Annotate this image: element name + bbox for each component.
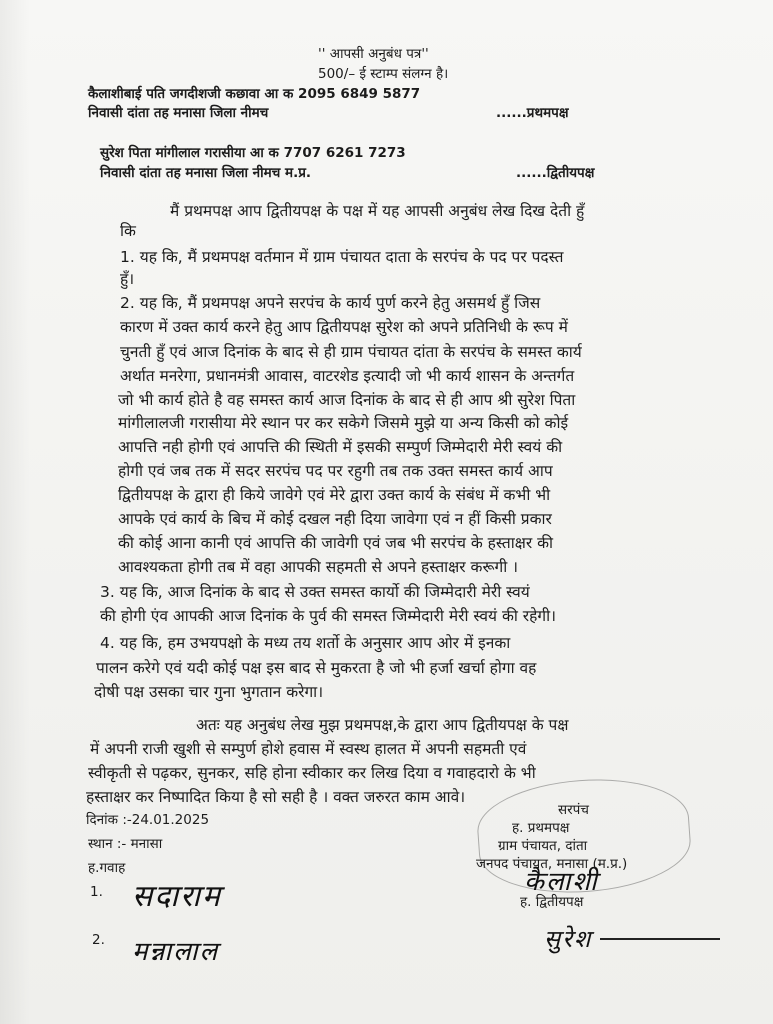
document-title: '' आपसी अनुबंध पत्र'' — [318, 46, 429, 62]
body-line: आवश्यकता होगी तब में वहा आपकी सहमती से अपने हस्ताक्षर करूगी । — [118, 558, 519, 576]
second-party-line: सुरेश पिता मांगीलाल गरासीया आ क 7707 6261 7273 — [100, 145, 406, 161]
body-line: 3. यह कि, आज दिनांक के बाद से उक्त समस्त कार्यो की जिम्मेदारी मेरी स्वयं — [100, 583, 530, 601]
stamp-line-2: ग्राम पंचायत, दांता — [498, 838, 588, 854]
place: स्थान :- मनासा — [88, 836, 163, 852]
first-party-line: कैलाशीबाई पति जगदीशजी कछावा आ क 2095 6849 5877 — [88, 86, 421, 102]
body-line: 4. यह कि, हम उभयपक्षो के मध्य तय शर्तो के अनुसार आप ओर में इनका — [100, 634, 511, 652]
witness-2-signature: मन्नालाल — [132, 937, 220, 967]
body-line: पालन करेगे एवं यदी कोई पक्ष इस बाद से मुकरता है जो भी हर्जा खर्चा होगा वह — [96, 659, 537, 677]
body-line: कि — [120, 222, 136, 240]
second-party-label: ......द्वितीयपक्ष — [516, 165, 595, 181]
second-party-sign-label: ह. द्वितीयपक्ष — [520, 894, 584, 910]
body-line: आपके एवं कार्य के बिच में कोई दखल नही दिया जावेगा एवं न हीं किसी प्रकार — [118, 510, 552, 528]
first-party-address: निवासी दांता तह मनासा जिला नीमच — [88, 105, 269, 121]
body-line: की कोई आना कानी एवं आपत्ति की जावेगी एवं जब भी सरपंच के हस्ताक्षर की — [118, 534, 554, 552]
body-line: दोषी पक्ष उसका चार गुना भुगतान करेगा। — [94, 683, 324, 701]
body-line: अतः यह अनुबंध लेख मुझ प्रथमपक्ष,के द्वारा आप द्वितीयपक्ष के पक्ष — [196, 716, 569, 734]
body-line: जो भी कार्य होते है वह समस्त कार्य आज दिनांक के बाद से ही आप श्री सुरेश पिता — [118, 391, 576, 409]
witness-heading: ह.गवाह — [88, 860, 126, 876]
body-line: में अपनी राजी खुशी से सम्पुर्ण होशे हवास में स्वस्थ हालत में अपनी सहमती एवं — [90, 740, 527, 758]
witness-1-signature: सदाराम — [132, 879, 222, 914]
body-line: द्वितीयपक्ष के द्वारा ही किये जावेगे एवं मेरे द्वारा उक्त कार्य के संबंध में कभी भी — [118, 486, 551, 504]
body-line: की होगी एंव आपकी आज दिनांक के पुर्व की समस्त जिम्मेदारी मेरी स्वयं की रहेगी। — [100, 607, 556, 625]
body-line: 1. यह कि, मैं प्रथमपक्ष वर्तमान में ग्राम पंचायत दाता के सरपंच के पद पर पदस्त — [120, 248, 564, 266]
first-party-label: ......प्रथमपक्ष — [496, 105, 569, 121]
body-line: हस्ताक्षर कर निष्पादित किया है सो सही है । वक्त जरुरत काम आवे। — [86, 788, 466, 806]
body-line: कारण में उक्त कार्य करने हेतु आप द्वितीयपक्ष सुरेश को अपने प्रतिनिधी के रूप में — [120, 318, 568, 336]
body-line: स्वीकृती से पढ़कर, सुनकर, सहि होना स्वीकार कर लिख दिया व गवाहदारो के भी — [88, 764, 536, 782]
second-party-address: निवासी दांता तह मनासा जिला नीमच म.प्र. — [100, 165, 312, 181]
body-line: होगी एवं जब तक में सदर सरपंच पद पर रहुगी तब तक उक्त समस्त कार्य आप — [118, 462, 553, 480]
stamp-line-3: जनपद पंचायत, मनासा (म.प्र.) — [476, 856, 628, 872]
witness-2-number: 2. — [92, 932, 105, 948]
body-line: हुँ। — [120, 270, 135, 288]
body-line: अर्थात मनरेगा, प्रधानमंत्री आवास, वाटरशेड इत्यादी जो भी कार्य शासन के अन्तर्गत — [120, 367, 575, 385]
body-line: मांगीलालजी गरासीया मेरे स्थान पर कर सकेगे जिसमे मुझे या अन्य किसी को कोई — [118, 414, 569, 432]
body-line: आपत्ति नही होगी एवं आपत्ति की स्थिती में इसकी सम्पुर्ण जिम्मेदारी मेरी स्वयं की — [118, 438, 563, 456]
body-line: मैं प्रथमपक्ष आप द्वितीयपक्ष के पक्ष में यह आपसी अनुबंध लेख दिख देती हुँ — [170, 202, 585, 220]
stamp-note: 500/– ई स्टाम्प संलग्न है। — [318, 66, 449, 82]
second-party-signature: सुरेश — [544, 925, 593, 953]
date: दिनांक :-24.01.2025 — [86, 812, 210, 828]
first-party-signature: कैलाशी — [524, 867, 599, 897]
witness-1-number: 1. — [90, 884, 103, 900]
stamp-line-1: सरपंच — [558, 802, 589, 818]
body-line: चुनती हुँ एवं आज दिनांक के बाद से ही ग्राम पंचायत दांता के सरपंच के समस्त कार्य — [120, 343, 582, 361]
body-line: 2. यह कि, मैं प्रथमपक्ष अपने सरपंच के कार्य पुर्ण करने हेतु असमर्थ हुँ जिस — [120, 294, 541, 312]
signature-underline — [600, 938, 720, 940]
first-party-sign-label: ह. प्रथमपक्ष — [512, 820, 570, 836]
